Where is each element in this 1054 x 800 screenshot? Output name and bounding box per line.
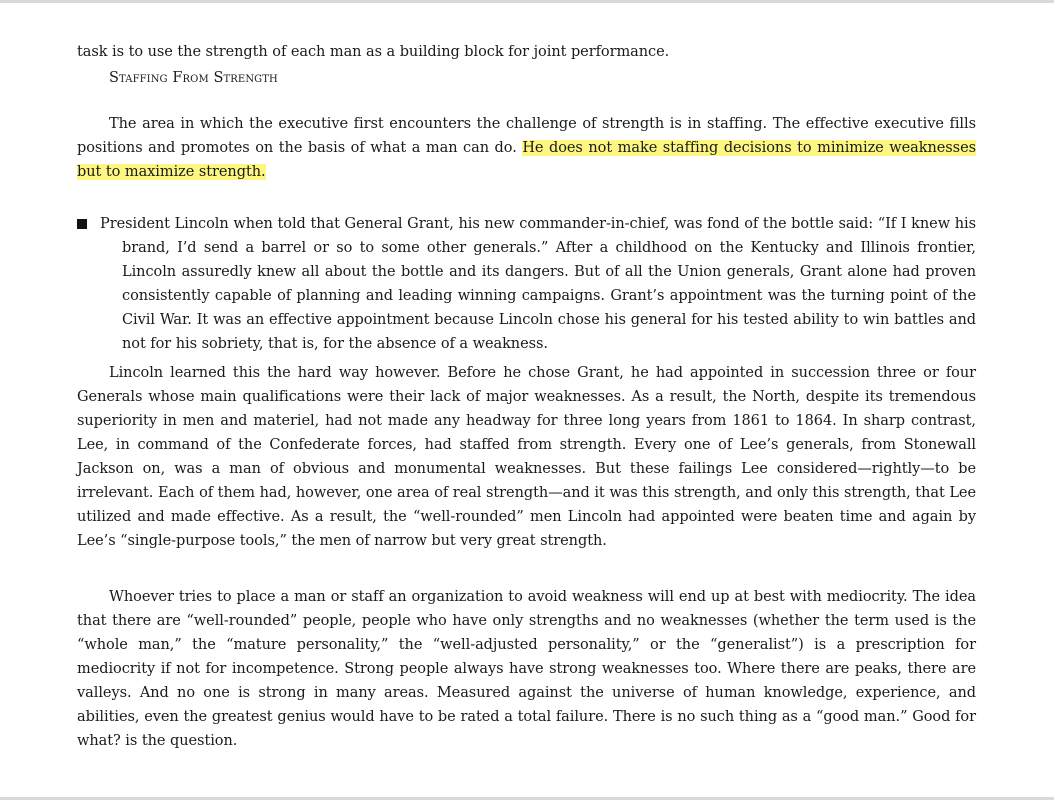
whoever-paragraph: Whoever tries to place a man or staff an organization to avoid weakness will end up at best with mediocrity. The idea that there are “well-rounded” people, people who have only strengths and no weaknesses (whether the term used is the “whole man,” the “mature personality,” the “well-adjusted personality,” or the “generalist”) is a prescription for mediocrity if not for incompetence. Strong people always have strong weaknesses too. Where there are peaks, there are valleys. And no one is strong in many areas. Measured against the universe of human knowledge, experience, and abilities, even the greatest genius would have to be rated a total failure. There is no such thing as a “good man.” Good for what? is the question.: [77, 589, 976, 749]
lincoln-paragraph: Lincoln learned this the hard way however. Before he chose Grant, he had appointed in succession three or four Generals whose main qualifications were their lack of major weaknesses. As a result, the North, despite its tremendous superiority in men and materiel, had not made any headway for three long years from 1861 to 1864. In sharp contrast, Lee, in command of the Confederate forces, had staffed from strength. Every one of Lee’s generals, from Stonewall Jackson on, was a man of obvious and monumental weaknesses. But these failings Lee considered—rightly—to be irrelevant. Each of them had, however, one area of real strength—and it was this strength, and only this strength, that Lee utilized and made effective. As a result, the “well-rounded” men Lincoln had appointed were beaten time and again by Lee’s “single-purpose tools,” the men of narrow but very great strength.: [77, 365, 976, 549]
section-heading: Staffing From Strength: [109, 70, 278, 86]
intro-text: The area in which the executive first encounters the challenge of strength is in staffing. The effective executive fills positions and promotes on the basis of what a man can do.: [77, 116, 976, 156]
document-page: [77, 40, 976, 753]
highlighted-text[interactable]: He does not make staffing decisions to minimize weaknesses but to maximize strength.: [77, 140, 976, 180]
carryover-line: task is to use the strength of each man as a building block for joint performance.: [77, 44, 670, 60]
square-bullet-icon: [77, 219, 87, 229]
intro-paragraph: [77, 112, 976, 184]
bullet-text: President Lincoln when told that General Grant, his new commander-in-chief, was fond of the bottle said: “If I knew his brand, I’d send a barrel or so to some other generals.” After a childhood on the Kentucky and Illinois frontier, Lincoln assuredly knew all about the bottle and its dangers. But of all the Union generals, Grant alone had proven consistently capable of planning and leading winning campaigns. Grant’s appointment was the turning point of the Civil War. It was an effective appointment because Lincoln chose his general for his tested ability to win battles and not for his sobriety, that is, for the absence of a weakness.: [100, 216, 976, 352]
window-top-border: [0, 0, 1054, 3]
bullet-paragraph: [77, 212, 976, 356]
